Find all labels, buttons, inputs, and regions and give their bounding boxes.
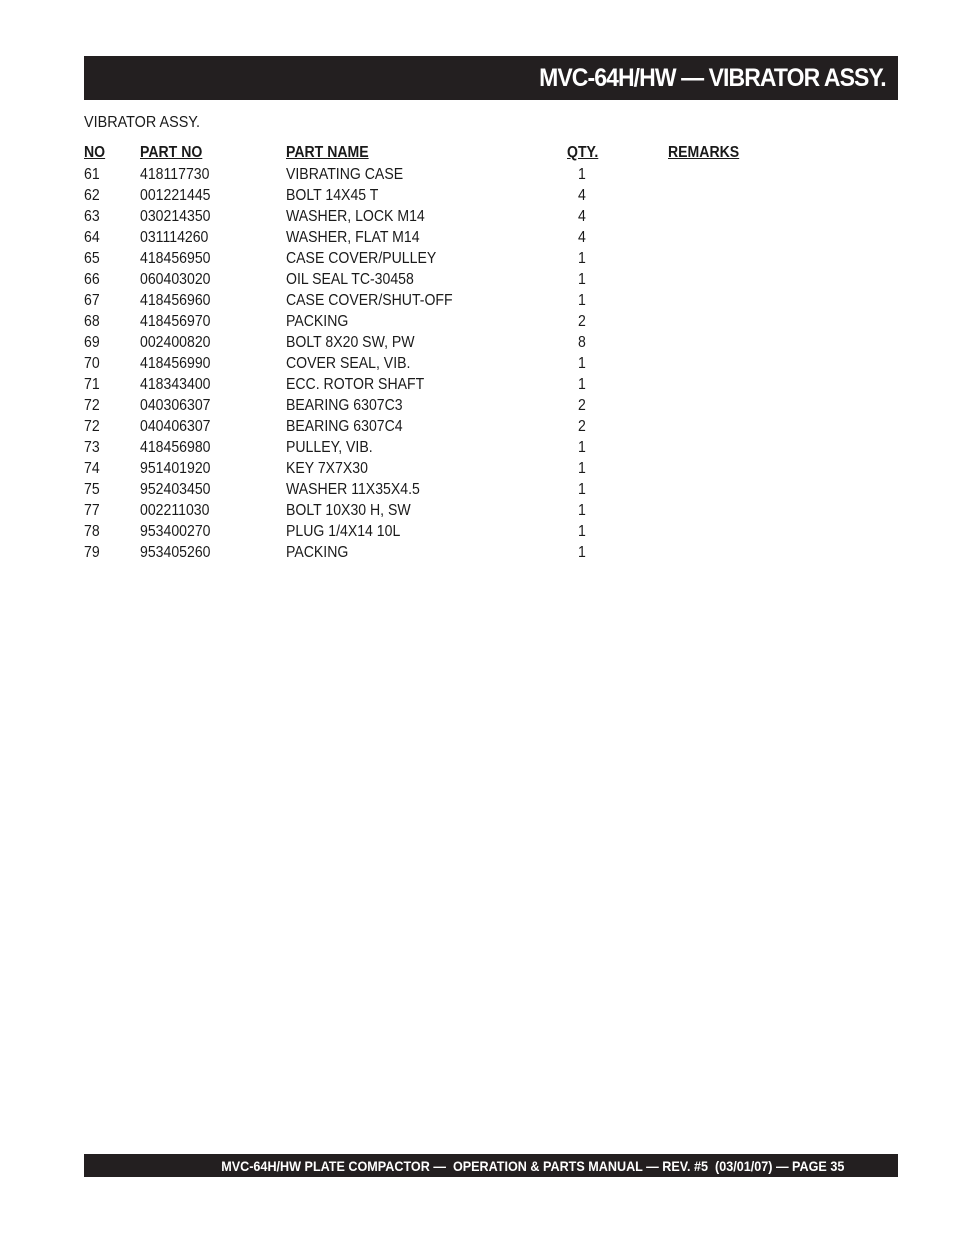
row-no: 66 — [84, 271, 100, 288]
table-row — [84, 311, 784, 332]
row-part-no: 418456950 — [140, 250, 211, 267]
row-no: 63 — [84, 208, 100, 225]
row-part-name: BEARING 6307C4 — [286, 418, 403, 435]
row-qty: 8 — [578, 334, 586, 351]
row-part-name: PLUG 1/4X14 10L — [286, 523, 401, 540]
header-no: NO — [84, 144, 106, 161]
page-title: MVC-64H/HW — VIBRATOR ASSY. — [539, 63, 886, 92]
row-no: 74 — [84, 460, 100, 477]
row-part-no: 040306307 — [140, 397, 211, 414]
table-row — [84, 353, 784, 374]
row-part-no: 002211030 — [140, 502, 210, 519]
row-part-name: BOLT 10X30 H, SW — [286, 502, 411, 519]
row-part-no: 002400820 — [140, 334, 211, 351]
footer-text: MVC-64H/HW PLATE COMPACTOR — OPERATION & PARTS MANUAL — REV. #5 (03/01/07) — PAGE 35 — [220, 1157, 844, 1174]
table-row — [84, 374, 784, 395]
row-no: 65 — [84, 250, 100, 267]
row-part-name: ECC. ROTOR SHAFT — [286, 376, 425, 393]
row-part-name: VIBRATING CASE — [286, 166, 404, 183]
row-part-no: 952403450 — [140, 481, 211, 498]
row-qty: 1 — [578, 481, 586, 498]
table-row — [84, 269, 784, 290]
row-part-no: 060403020 — [140, 271, 211, 288]
row-part-no: 040406307 — [140, 418, 211, 435]
parts-table — [84, 142, 784, 563]
row-qty: 1 — [578, 376, 586, 393]
row-no: 68 — [84, 313, 100, 330]
row-no: 79 — [84, 544, 100, 561]
table-row — [84, 542, 784, 563]
row-no: 69 — [84, 334, 100, 351]
row-part-name: OIL SEAL TC-30458 — [286, 271, 414, 288]
row-qty: 1 — [578, 523, 586, 540]
row-part-name: CASE COVER/SHUT-OFF — [286, 292, 453, 309]
row-qty: 2 — [578, 313, 586, 330]
header-part-no: PART NO — [140, 144, 203, 161]
table-row — [84, 416, 784, 437]
row-part-no: 031114260 — [140, 229, 209, 246]
row-qty: 2 — [578, 397, 586, 414]
row-qty: 1 — [578, 250, 586, 267]
row-part-name: PACKING — [286, 544, 349, 561]
section-label: VIBRATOR ASSY. — [84, 114, 201, 131]
table-body — [84, 164, 784, 563]
row-part-name: PULLEY, VIB. — [286, 439, 373, 456]
row-qty: 1 — [578, 502, 586, 519]
row-qty: 1 — [578, 439, 586, 456]
row-qty: 1 — [578, 292, 586, 309]
table-row — [84, 164, 784, 185]
row-no: 73 — [84, 439, 100, 456]
row-no: 72 — [84, 397, 100, 414]
row-part-no: 418343400 — [140, 376, 211, 393]
table-row — [84, 248, 784, 269]
page-header-bar — [84, 56, 898, 100]
table-row — [84, 395, 784, 416]
row-no: 78 — [84, 523, 100, 540]
row-part-no: 418456980 — [140, 439, 211, 456]
table-row — [84, 185, 784, 206]
row-qty: 1 — [578, 166, 586, 183]
page-footer-bar — [84, 1154, 898, 1177]
header-remarks: REMARKS — [668, 144, 740, 161]
row-part-no: 951401920 — [140, 460, 211, 477]
row-qty: 2 — [578, 418, 586, 435]
row-part-name: WASHER, LOCK M14 — [286, 208, 425, 225]
row-no: 75 — [84, 481, 100, 498]
row-qty: 1 — [578, 544, 586, 561]
row-no: 71 — [84, 376, 100, 393]
row-part-name: BEARING 6307C3 — [286, 397, 403, 414]
row-no: 67 — [84, 292, 100, 309]
row-qty: 1 — [578, 460, 586, 477]
row-part-name: PACKING — [286, 313, 349, 330]
row-qty: 1 — [578, 355, 586, 372]
table-row — [84, 500, 784, 521]
row-no: 64 — [84, 229, 100, 246]
header-qty: QTY. — [567, 144, 599, 161]
table-row — [84, 227, 784, 248]
row-part-no: 418456960 — [140, 292, 211, 309]
row-qty: 4 — [578, 187, 586, 204]
row-no: 70 — [84, 355, 100, 372]
row-part-no: 418456990 — [140, 355, 211, 372]
row-part-no: 953405260 — [140, 544, 211, 561]
row-no: 77 — [84, 502, 100, 519]
table-row — [84, 479, 784, 500]
row-part-no: 418456970 — [140, 313, 211, 330]
row-part-no: 953400270 — [140, 523, 211, 540]
row-no: 61 — [84, 166, 100, 183]
row-qty: 4 — [578, 208, 586, 225]
table-row — [84, 437, 784, 458]
row-part-name: KEY 7X7X30 — [286, 460, 368, 477]
row-part-no: 001221445 — [140, 187, 211, 204]
row-part-name: COVER SEAL, VIB. — [286, 355, 411, 372]
table-row — [84, 332, 784, 353]
table-row — [84, 521, 784, 542]
row-no: 72 — [84, 418, 100, 435]
row-part-name: CASE COVER/PULLEY — [286, 250, 437, 267]
row-no: 62 — [84, 187, 100, 204]
header-part-name: PART NAME — [286, 144, 369, 161]
table-row — [84, 206, 784, 227]
row-part-name: WASHER 11X35X4.5 — [286, 481, 420, 498]
row-qty: 4 — [578, 229, 586, 246]
row-part-no: 418117730 — [140, 166, 210, 183]
row-part-name: BOLT 8X20 SW, PW — [286, 334, 415, 351]
row-qty: 1 — [578, 271, 586, 288]
row-part-name: BOLT 14X45 T — [286, 187, 379, 204]
row-part-name: WASHER, FLAT M14 — [286, 229, 420, 246]
table-header-row — [84, 142, 784, 164]
table-row — [84, 290, 784, 311]
row-part-no: 030214350 — [140, 208, 211, 225]
table-row — [84, 458, 784, 479]
